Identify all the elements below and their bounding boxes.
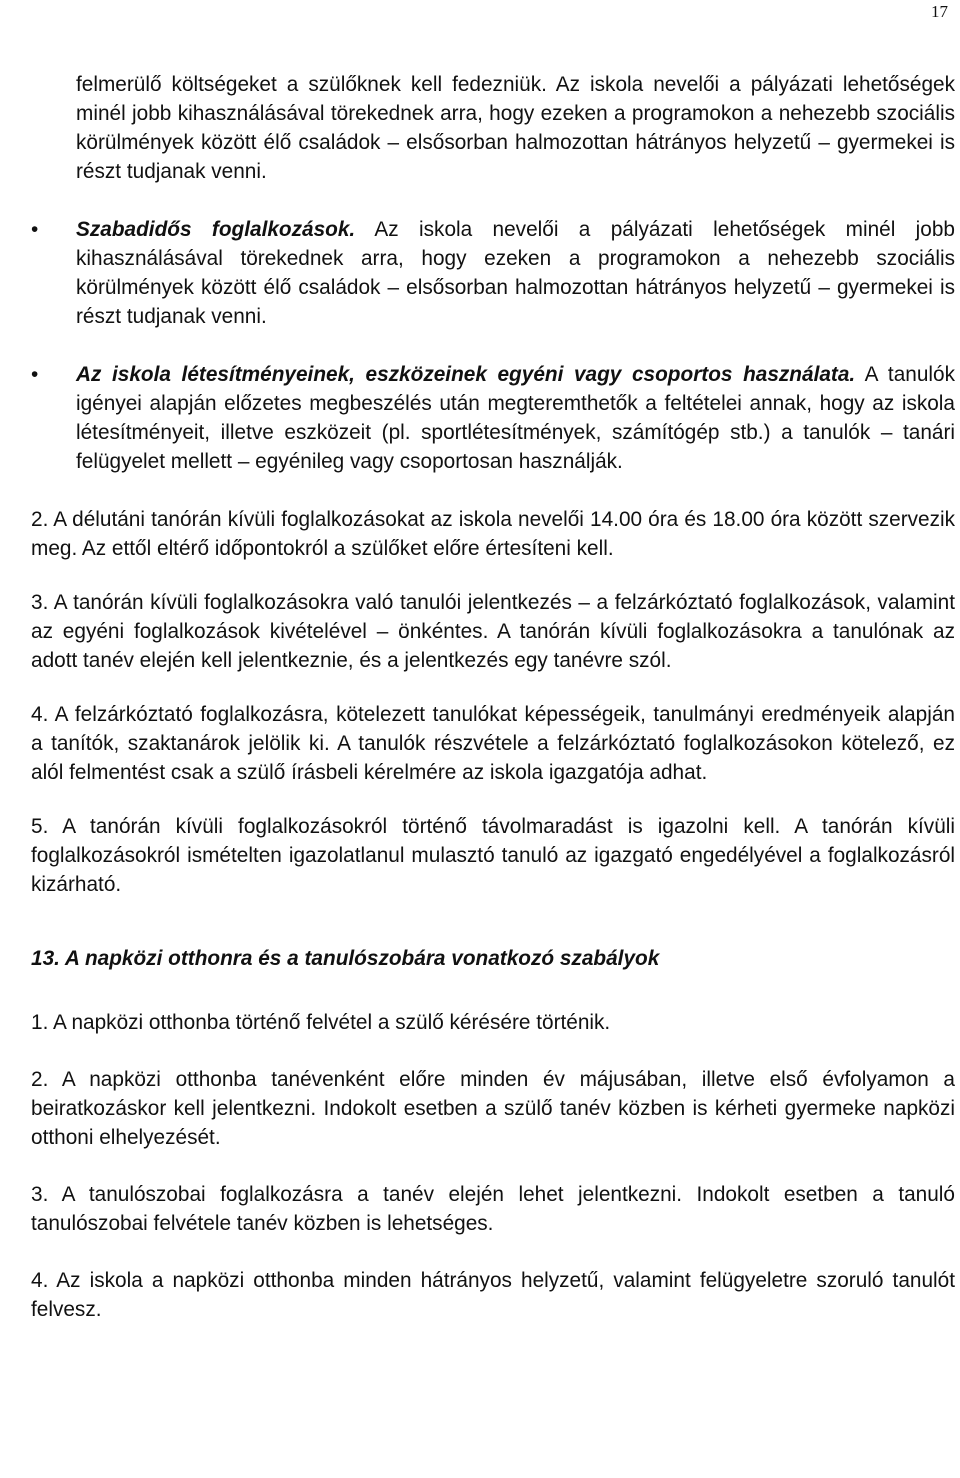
bullet-title: Szabadidős foglalkozások. — [76, 218, 356, 241]
page-number: 17 — [931, 2, 948, 21]
numbered-paragraph: 3. A tanulószobai foglalkozásra a tanév elején lehet jelentkezni. Indokolt esetben a tanuló tanulószobai felvétele tanév közben is lehetséges. — [31, 1183, 955, 1235]
bullet-dot-icon: • — [31, 363, 39, 386]
bullet-item — [31, 215, 955, 331]
section-heading: 13. A napközi otthonra és a tanulószobára vonatkozó szabályok — [31, 947, 660, 970]
bullet-text: Az iskola nevelői a pályázati lehetőségek minél jobb kihasználásával törekednek arra, hogy ezeken a programokon a nehezebb szociális körülmények között élő családok – elsősorban halmozottan hátrányos helyzetű – gyermekei is részt tudjanak venni. — [76, 218, 955, 328]
numbered-paragraph: 2. A napközi otthonba tanévenként előre minden év májusában, illetve első évfolyamon a beiratkozáskor kell jelentkezni. Indokolt esetben a szülő tanév közben is kérheti gyermeke napközi otthoni elhelyezését. — [31, 1068, 955, 1149]
numbered-paragraph: 2. A délutáni tanórán kívüli foglalkozásokat az iskola nevelői 14.00 óra és 18.00 óra között szervezik meg. Az ettől eltérő időpontokról a szülőket előre értesíteni kell. — [31, 508, 955, 560]
bullet-text: A tanulók igényei alapján előzetes megbeszélés után megteremthetők a feltételei annak, hogy az iskola létesítményeit, illetve eszközeit (pl. sportlétesítmények, számítógép stb.) a tanulók – tanári felügyelet mellett – egyénileg vagy csoportosan használják. — [76, 363, 955, 473]
bullet-title: Az iskola létesítményeinek, eszközeinek egyéni vagy csoportos használata. — [76, 363, 856, 386]
numbered-paragraph: 3. A tanórán kívüli foglalkozásokra való tanulói jelentkezés – a felzárkóztató foglalkozások, valamint az egyéni foglalkozások kivételével – önkéntes. A tanórán kívüli foglalkozásokra a tanulónak az adott tanév elején kell jelentkeznie, és a jelentkezés egy tanévre szól. — [31, 591, 955, 672]
numbered-paragraph: 4. Az iskola a napközi otthonba minden hátrányos helyzetű, valamint felügyeletre szoruló tanulót felvesz. — [31, 1269, 955, 1321]
bullet-item — [31, 360, 955, 476]
bullet-dot-icon: • — [31, 218, 39, 241]
numbered-paragraph: 4. A felzárkóztató foglalkozásra, kötelezett tanulókat képességeik, tanulmányi eredményeik alapján a tanítók, szaktanárok jelölik ki. A tanulók részvétele a felzárkóztató foglalkozásokon kötelező, ez alól felmentést csak a szülő írásbeli kérelmére az iskola igazgatója adhat. — [31, 703, 955, 784]
numbered-paragraph: 1. A napközi otthonba történő felvétel a szülő kérésére történik. — [31, 1011, 611, 1034]
numbered-paragraph: 5. A tanórán kívüli foglalkozásokról történő távolmaradást is igazolni kell. A tanórán kívüli foglalkozásokról ismételten igazolatlanul mulasztó tanuló az igazgató engedélyével a foglalkozásról kizárható. — [31, 815, 955, 896]
continued-paragraph: felmerülő költségeket a szülőknek kell fedezniük. Az iskola nevelői a pályázati lehetőségek minél jobb kihasználásával törekednek arra, hogy ezeken a programokon a nehezebb szociális körülmények között élő családok – elsősorban halmozottan hátrányos helyzetű – gyermekei is részt tudjanak venni. — [76, 73, 955, 183]
document-body — [31, 70, 955, 1324]
